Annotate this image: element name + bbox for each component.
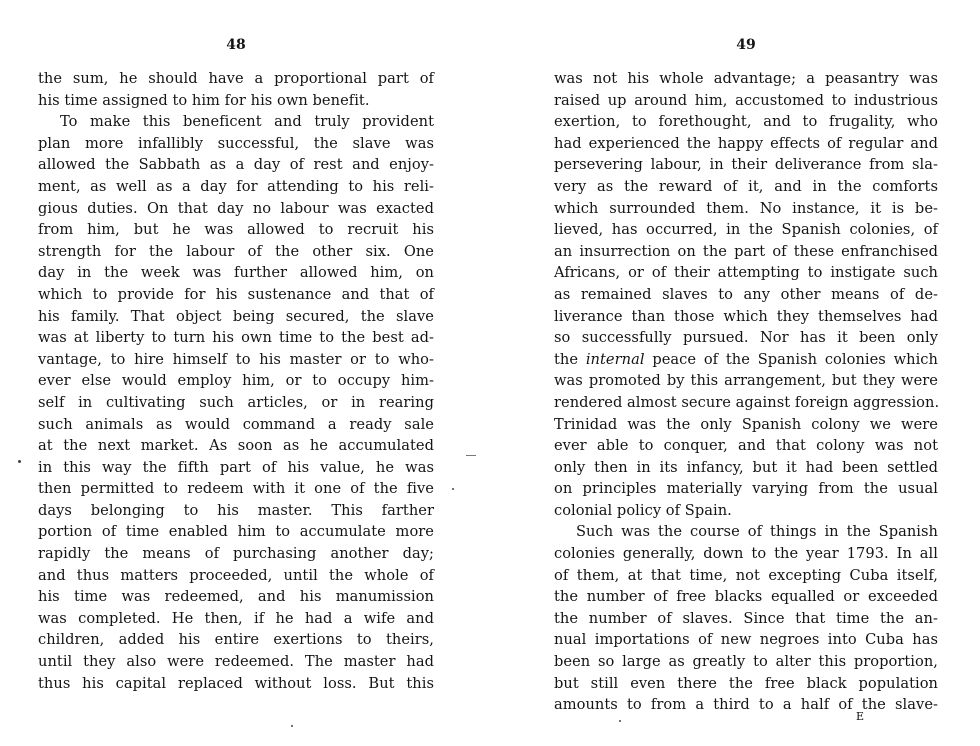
scan-speck (619, 720, 621, 722)
right-page-text-line: as remained slaves to any other means of de- (554, 285, 938, 303)
left-page-text-line: days belonging to his master. This farther (38, 501, 434, 519)
signature-mark: E (855, 710, 864, 723)
left-page (38, 0, 434, 746)
right-page-text-line: had experienced the happy effects of regular and (554, 134, 938, 152)
right-page-text-line: was not his whole advantage; a peasantry was (554, 70, 938, 87)
left-page-text-line: ment, as well as a day for attending to his reli- (38, 177, 434, 195)
left-page-body (38, 68, 434, 694)
left-page-text-line: rapidly the means of purchasing another day; (38, 545, 434, 563)
right-page-text-line: which surrounded them. No instance, it is be- (554, 199, 938, 217)
left-page-text-line: in this way the fifth part of his value, he was (38, 458, 434, 476)
right-page-text-line: the number of free blacks equalled or exceeded (554, 588, 938, 606)
right-page-text-line: raised up around him, accustomed to industrious (554, 91, 938, 109)
text-span: peace of the Spanish colonies which (644, 350, 938, 368)
right-page-text-line: persevering labour, in their deliverance from sla- (554, 156, 938, 174)
page-number-right: 49 (736, 37, 756, 53)
left-page-text-line: To make this beneficent and truly provident (60, 113, 434, 131)
right-page-text-line: but still even there the free black population (554, 674, 938, 692)
left-page-text-line: his time was redeemed, and his manumission (38, 588, 434, 606)
left-page-text-line: gious duties. On that day no labour was exacted (38, 199, 434, 217)
left-page-text-line: until they also were redeemed. The master had (38, 653, 434, 671)
scan-speck (452, 488, 454, 490)
left-page-text-line: the sum, he should have a proportional part of (38, 70, 434, 87)
left-page-text-line: children, added his entire exertions to theirs, (38, 631, 434, 649)
italic-emphasis: internal (585, 350, 645, 368)
right-page-text-line: lieved, has occurred, in the Spanish colonies, of (554, 221, 938, 239)
right-page-text-line: nual importations of new negroes into Cuba has (554, 631, 938, 649)
right-page (554, 0, 938, 746)
right-page-text-line: the number of slaves. Since that time the an- (554, 609, 938, 627)
left-page-text-line: his time assigned to him for his own benefit. (38, 91, 370, 109)
scan-speck (466, 455, 476, 456)
left-page-text-line: ever else would employ him, or to occupy him- (38, 372, 434, 390)
left-page-text-line: from him, but he was allowed to recruit his (38, 221, 434, 239)
left-page-text-line: self in cultivating such articles, or in rearing (38, 393, 434, 411)
right-page-text-line: ever able to conquer, and that colony was not (554, 437, 938, 455)
left-page-text-line: was completed. He then, if he had a wife and (38, 609, 434, 627)
right-page-text-line: so successfully pursued. Nor has it been only (554, 329, 938, 347)
left-page-text-line: portion of time enabled him to accumulate more (38, 523, 434, 541)
text-span: the (554, 350, 586, 368)
left-page-text-line: was at liberty to turn his own time to the best ad- (38, 329, 434, 347)
left-page-text-line: which to provide for his sustenance and that of (38, 285, 434, 303)
page-number-left: 48 (226, 37, 246, 53)
right-page-text-line (554, 349, 938, 371)
right-page-text-line: very as the reward of it, and in the comforts (554, 177, 938, 195)
right-page-text-line: colonial policy of Spain. (554, 501, 732, 519)
right-page-text-line: an insurrection on the part of these enfranchised (554, 242, 938, 260)
right-page-text-line: on principles materially varying from the usual (554, 480, 938, 498)
right-page-text-line: only then in its infancy, but it had been settled (554, 458, 938, 476)
right-page-text-line: amounts to from a third to a half of the slave- (554, 696, 938, 714)
left-page-text-line: vantage, to hire himself to his master or to who- (38, 350, 434, 368)
scan-speck (291, 725, 293, 727)
right-page-text-line: liverance than those which they themselves had (554, 307, 938, 325)
left-page-text-line: then permitted to redeem with it one of the five (38, 480, 434, 498)
left-page-text-line: strength for the labour of the other six. One (38, 242, 434, 260)
left-page-text-line: day in the week was further allowed him, on (38, 264, 434, 282)
right-page-text-line: exertion, to forethought, and to frugality, who (554, 113, 938, 131)
right-page-text-line: colonies generally, down to the year 1793. In all (554, 545, 938, 563)
right-page-text-line: was promoted by this arrangement, but they were (554, 372, 938, 390)
right-page-text-line: rendered almost secure against foreign aggression. (554, 393, 940, 411)
left-page-text-line: at the next market. As soon as he accumulated (38, 437, 434, 455)
right-page-text-line: been so large as greatly to alter this proportion, (554, 653, 938, 671)
left-page-text-line: allowed the Sabbath as a day of rest and enjoy- (38, 156, 434, 174)
left-page-text-line: such animals as would command a ready sale (38, 415, 434, 433)
right-page-text-line: Africans, or of their attempting to instigate such (554, 264, 938, 282)
right-page-text-line: Such was the course of things in the Spanish (576, 523, 938, 541)
right-page-text-line: of them, at that time, not excepting Cuba itself, (554, 566, 938, 584)
left-page-text-line: and thus matters proceeded, until the whole of (38, 566, 434, 584)
left-page-text-line: plan more infallibly successful, the slave was (38, 134, 434, 152)
right-page-body (554, 68, 938, 716)
right-page-text-line: Trinidad was the only Spanish colony we were (554, 415, 938, 433)
left-page-text-line: his family. That object being secured, the slave (38, 307, 434, 325)
left-page-text-line: thus his capital replaced without loss. But this (38, 674, 434, 692)
scan-speck (18, 460, 21, 463)
